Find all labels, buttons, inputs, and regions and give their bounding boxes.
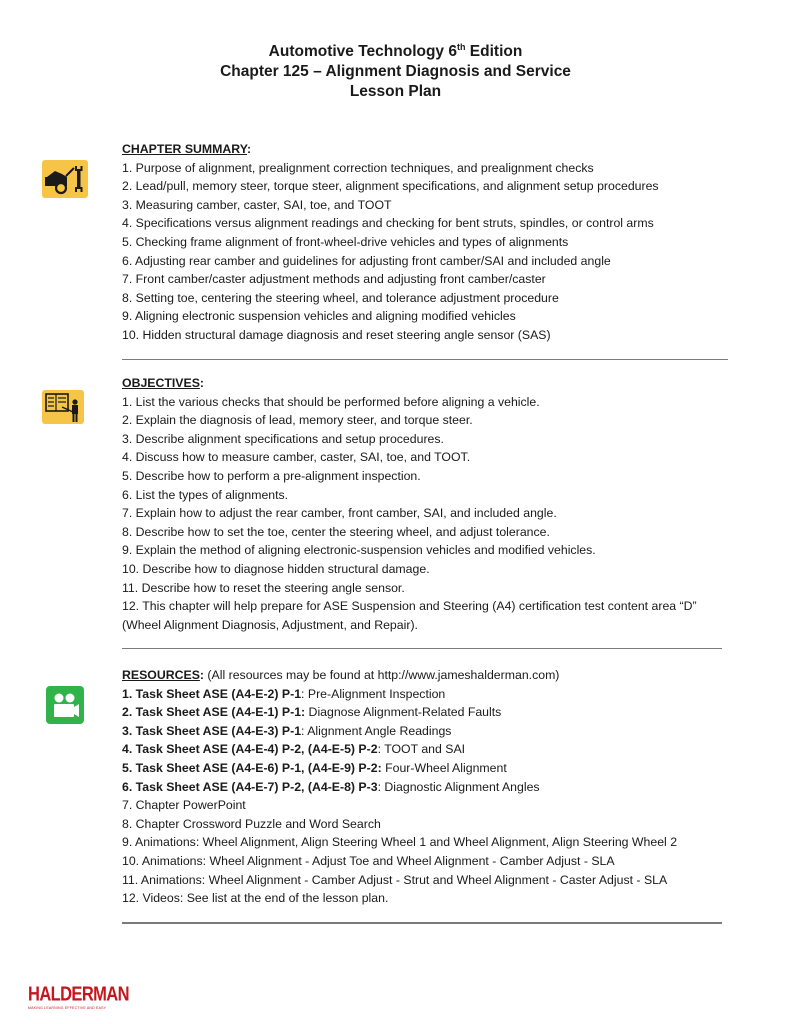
- resources-heading-line: RESOURCES: (All resources may be found at http://www.jameshalderman.com): [122, 668, 560, 682]
- car-repair-wrench-icon: [42, 160, 88, 198]
- summary-item: 3. Measuring camber, caster, SAI, toe, and TOOT: [122, 197, 392, 212]
- video-camera-icon: [46, 686, 84, 724]
- resources-note: (All resources may be found at http://www.jameshalderman.com): [204, 668, 560, 682]
- section-divider: [122, 648, 722, 649]
- chapter-summary-heading: CHAPTER SUMMARY:: [122, 142, 252, 156]
- resource-item: 6. Task Sheet ASE (A4-E-7) P-2, (A4-E-8) P-3: Diagnostic Alignment Angles: [122, 779, 540, 794]
- objective-item: 8. Describe how to set the toe, center the steering wheel, and adjust tolerance.: [122, 524, 550, 539]
- summary-item: 2. Lead/pull, memory steer, torque steer, alignment specifications, and alignment setup procedures: [122, 179, 659, 194]
- summary-item: 1. Purpose of alignment, prealignment correction techniques, and prealignment checks: [122, 160, 594, 175]
- objective-item: 12. This chapter will help prepare for ASE Suspension and Steering (A4) certification test content area “D” (Wheel Alignment Diagnosis, Adjustment, and Repair).: [122, 599, 697, 632]
- section-divider: [122, 922, 722, 924]
- summary-item: 8. Setting toe, centering the steering wheel, and tolerance adjustment procedure: [122, 290, 559, 305]
- title-line-chapter: Chapter 125 – Alignment Diagnosis and Service: [220, 63, 571, 80]
- objective-item: 4. Discuss how to measure camber, caster, SAI, toe, and TOOT.: [122, 450, 471, 465]
- chapter-summary-section: [122, 140, 732, 345]
- summary-item: 7. Front camber/caster adjustment methods and adjusting front camber/caster: [122, 272, 546, 287]
- document-title: [0, 42, 791, 102]
- summary-item: 4. Specifications versus alignment readings and checking for bent struts, spindles, or control arms: [122, 216, 654, 231]
- halderman-logo: [28, 982, 129, 1010]
- summary-item: 10. Hidden structural damage diagnosis and reset steering angle sensor (SAS): [122, 327, 551, 342]
- objective-item: 1. List the various checks that should be performed before aligning a vehicle.: [122, 394, 540, 409]
- objective-item: 5. Describe how to perform a pre-alignment inspection.: [122, 468, 421, 483]
- section-divider: [122, 359, 728, 360]
- logo-tagline: MAKING LEARNING EFFECTIVE AND EASY: [28, 1006, 107, 1010]
- resource-item: 10. Animations: Wheel Alignment - Adjust Toe and Wheel Alignment - Camber Adjust - SLA: [122, 853, 615, 868]
- resource-item: 11. Animations: Wheel Alignment - Camber Adjust - Strut and Wheel Alignment - Caster Adjust - SLA: [122, 872, 668, 887]
- resources-section: [122, 666, 732, 908]
- resource-item: 12. Videos: See list at the end of the lesson plan.: [122, 891, 389, 906]
- objective-item: 9. Explain the method of aligning electronic-suspension vehicles and modified vehicles.: [122, 543, 596, 558]
- summary-item: 6. Adjusting rear camber and guidelines for adjusting front camber/SAI and included angle: [122, 253, 611, 268]
- objective-item: 6. List the types of alignments.: [122, 487, 289, 502]
- resource-item: 8. Chapter Crossword Puzzle and Word Search: [122, 816, 381, 831]
- summary-item: 9. Aligning electronic suspension vehicles and aligning modified vehicles: [122, 309, 516, 324]
- title-line-book: Automotive Technology 6th Edition: [268, 42, 523, 60]
- resource-item: 7. Chapter PowerPoint: [122, 798, 246, 813]
- teacher-presentation-icon: [42, 390, 84, 424]
- objective-item: 11. Describe how to reset the steering angle sensor.: [122, 580, 405, 595]
- resource-item: 2. Task Sheet ASE (A4-E-1) P-1: Diagnose Alignment-Related Faults: [122, 705, 502, 720]
- resource-item: 3. Task Sheet ASE (A4-E-3) P-1: Alignment Angle Readings: [122, 723, 452, 738]
- resource-item: 9. Animations: Wheel Alignment, Align Steering Wheel 1 and Wheel Alignment, Align Steering Wheel 2: [122, 835, 678, 850]
- summary-item: 5. Checking frame alignment of front-wheel-drive vehicles and types of alignments: [122, 234, 569, 249]
- resource-item: 4. Task Sheet ASE (A4-E-4) P-2, (A4-E-5) P-2: TOOT and SAI: [122, 742, 466, 757]
- objectives-heading: OBJECTIVES:: [122, 376, 205, 390]
- objective-item: 2. Explain the diagnosis of lead, memory steer, and torque steer.: [122, 413, 473, 428]
- resource-item: 1. Task Sheet ASE (A4-E-2) P-1: Pre-Alignment Inspection: [122, 686, 446, 701]
- objective-item: 7. Explain how to adjust the rear camber, front camber, SAI, and included angle.: [122, 506, 557, 521]
- objective-item: 3. Describe alignment specifications and setup procedures.: [122, 431, 444, 446]
- objectives-section: [122, 374, 732, 634]
- resource-item: 5. Task Sheet ASE (A4-E-6) P-1, (A4-E-9) P-2: Four-Wheel Alignment: [122, 760, 507, 775]
- logo-text: HALDERMAN: [28, 982, 129, 1006]
- objective-item: 10. Describe how to diagnose hidden structural damage.: [122, 561, 430, 576]
- title-line-lesson-plan: Lesson Plan: [349, 83, 442, 100]
